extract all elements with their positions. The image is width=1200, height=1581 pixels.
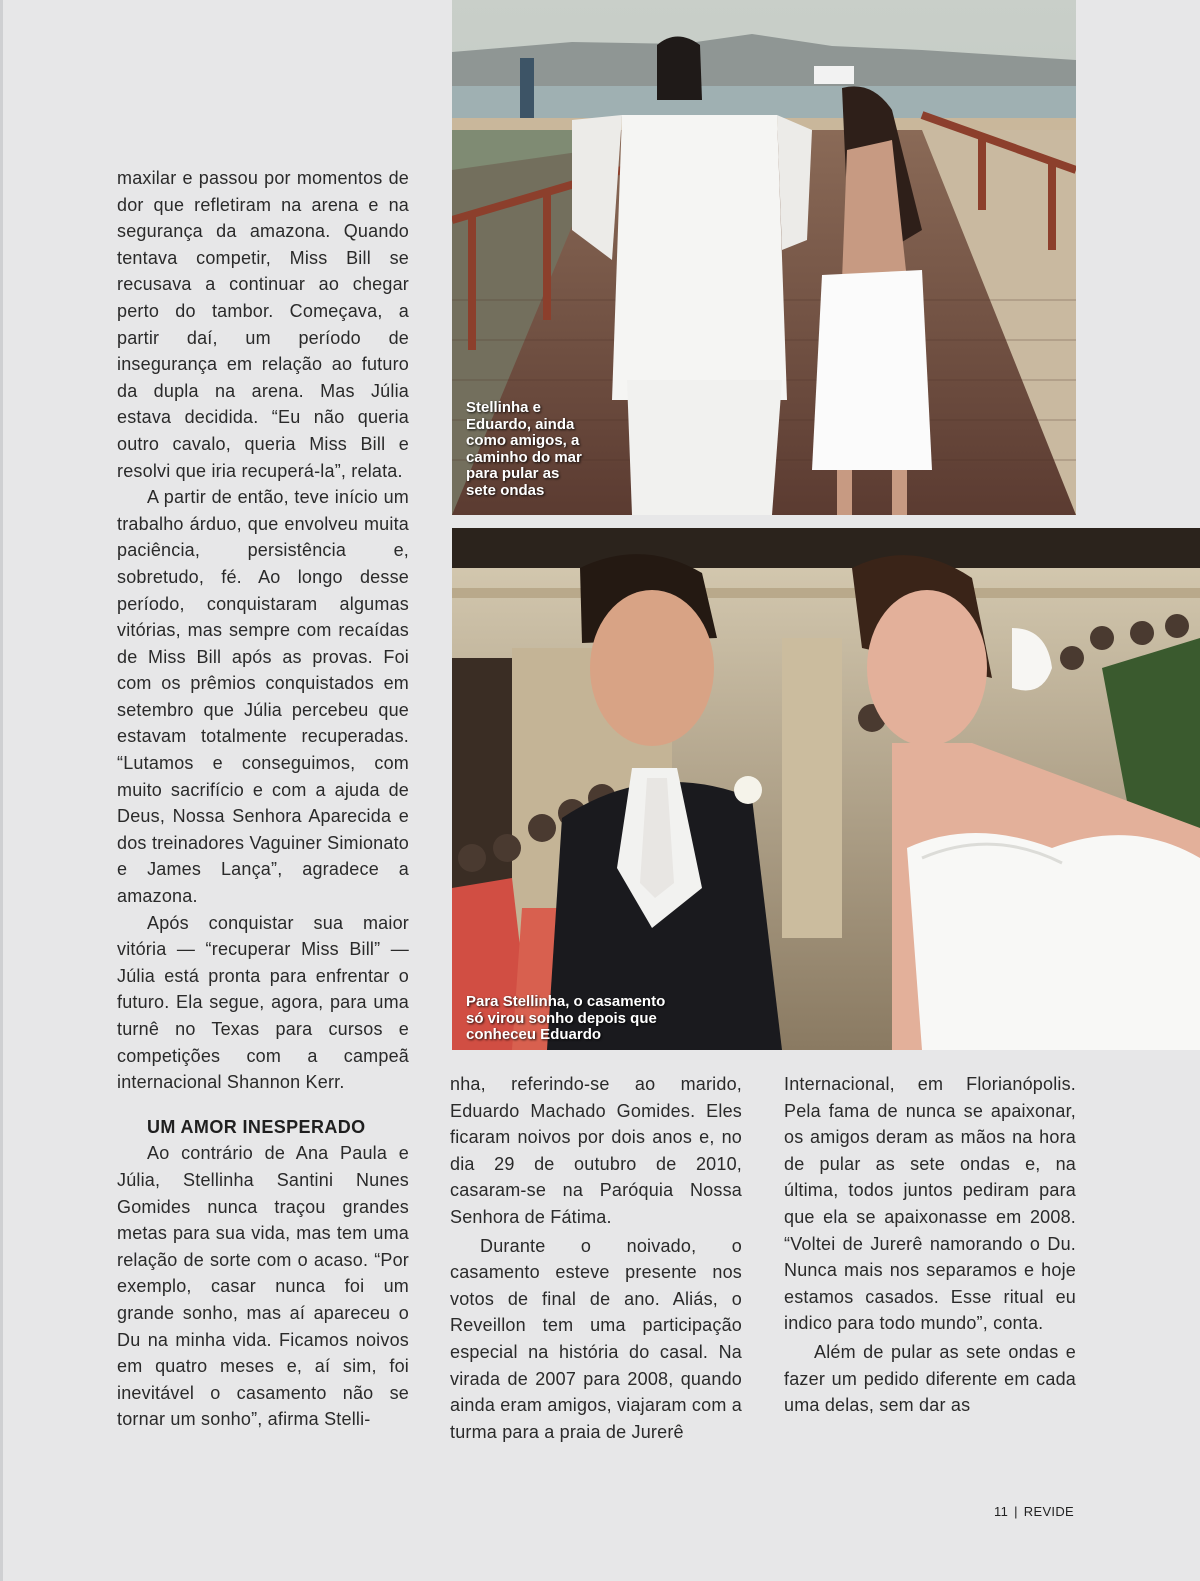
wedding-couple-image: [452, 528, 1200, 1050]
page-number: 11: [994, 1504, 1009, 1519]
article-paragraph: Internacional, em Florianópolis. Pela fama de nunca se apaixonar, os amigos deram as mãos na hora de pular as sete ondas e, na última, todos juntos pediram para que ela se apaixonasse em 2008. “Voltei de Jurerê namorando o Du. Nunca mais nos separamos e hoje estamos casados. Esse ritual eu indico para todo mundo”, conta.: [784, 1074, 1076, 1334]
section-subheading: UM AMOR INESPERADO: [147, 1116, 366, 1137]
article-paragraph: nha, referindo-se ao marido, Eduardo Machado Gomides. Eles ficaram noivos por dois anos e, no dia 29 de outubro de 2010, casaram-se na Paróquia Nossa Senhora de Fátima.: [450, 1074, 742, 1227]
footer-separator: |: [1014, 1504, 1018, 1519]
article-paragraph: maxilar e passou por momentos de dor que refletiram na arena e na segurança da amazona. Quando tentava competir, Miss Bill se recusava a continuar ao chegar perto do tambor. Começava, a partir daí, um período de insegurança em relação ao futuro da dupla na arena. Mas Júlia estava decidida. “Eu não queria outro cavalo, queria Miss Bill e resolvi que iria recuperá-la”, relata.: [117, 168, 409, 481]
article-paragraph: Ao contrário de Ana Paula e Júlia, Stellinha Santini Nunes Gomides nunca traçou grandes metas para sua vida, mas tem uma relação de sorte com o acaso. “Por exemplo, casar nunca foi um grande sonho, mas aí apareceu o Du na minha vida. Ficamos noivos em quatro meses e, aí sim, foi inevitável o casamento não se tornar um sonho”, afirma Stelli-: [117, 1143, 409, 1430]
magazine-name: REVIDE: [1023, 1504, 1074, 1519]
page-edge: [0, 0, 3, 1581]
photo-wedding-couple: [452, 528, 1200, 1050]
photo-beach-walk: [452, 0, 1076, 515]
article-column-2: [450, 1071, 742, 1445]
article-column-3: [784, 1071, 1076, 1419]
photo-caption: Stellinha e Eduardo, ainda como amigos, a caminho do mar para pular as sete ondas: [466, 399, 582, 499]
article-paragraph: Após conquistar sua maior vitória — “recuperar Miss Bill” — Júlia está pronta para enfrentar o futuro. Ela segue, agora, para uma turnê no Texas para cursos e competições com a campeã internacional Shannon Kerr.: [117, 912, 409, 1093]
article-paragraph: A partir de então, teve início um trabalho árduo, que envolveu muita paciência, persistência e, sobretudo, fé. Ao longo desse período, conquistaram algumas vitórias, mas sempre com recaídas de Miss Bill após as provas. Foi com os prêmios conquistados em setembro que Júlia percebeu que estavam totalmente recuperadas. “Lutamos e conseguimos, com muito sacrifício e com a ajuda de Deus, Nossa Senhora Aparecida e dos treinadores Vaguiner Simionato e James Lança”, agradece a amazona.: [117, 487, 409, 907]
article-paragraph: Durante o noivado, o casamento esteve presente nos votos de final de ano. Aliás, o Reveillon tem uma participação especial na história do casal. Na virada de 2007 para 2008, quando ainda eram amigos, viajaram com a turma para a praia de Jurerê: [450, 1235, 742, 1442]
article-paragraph: Além de pular as sete ondas e fazer um pedido diferente em cada uma delas, sem dar as: [784, 1341, 1076, 1416]
article-column-1: [117, 165, 409, 1433]
photo-caption: Para Stellinha, o casamento só virou sonho depois que conheceu Eduardo: [466, 993, 666, 1043]
page-footer: [994, 1504, 1074, 1519]
